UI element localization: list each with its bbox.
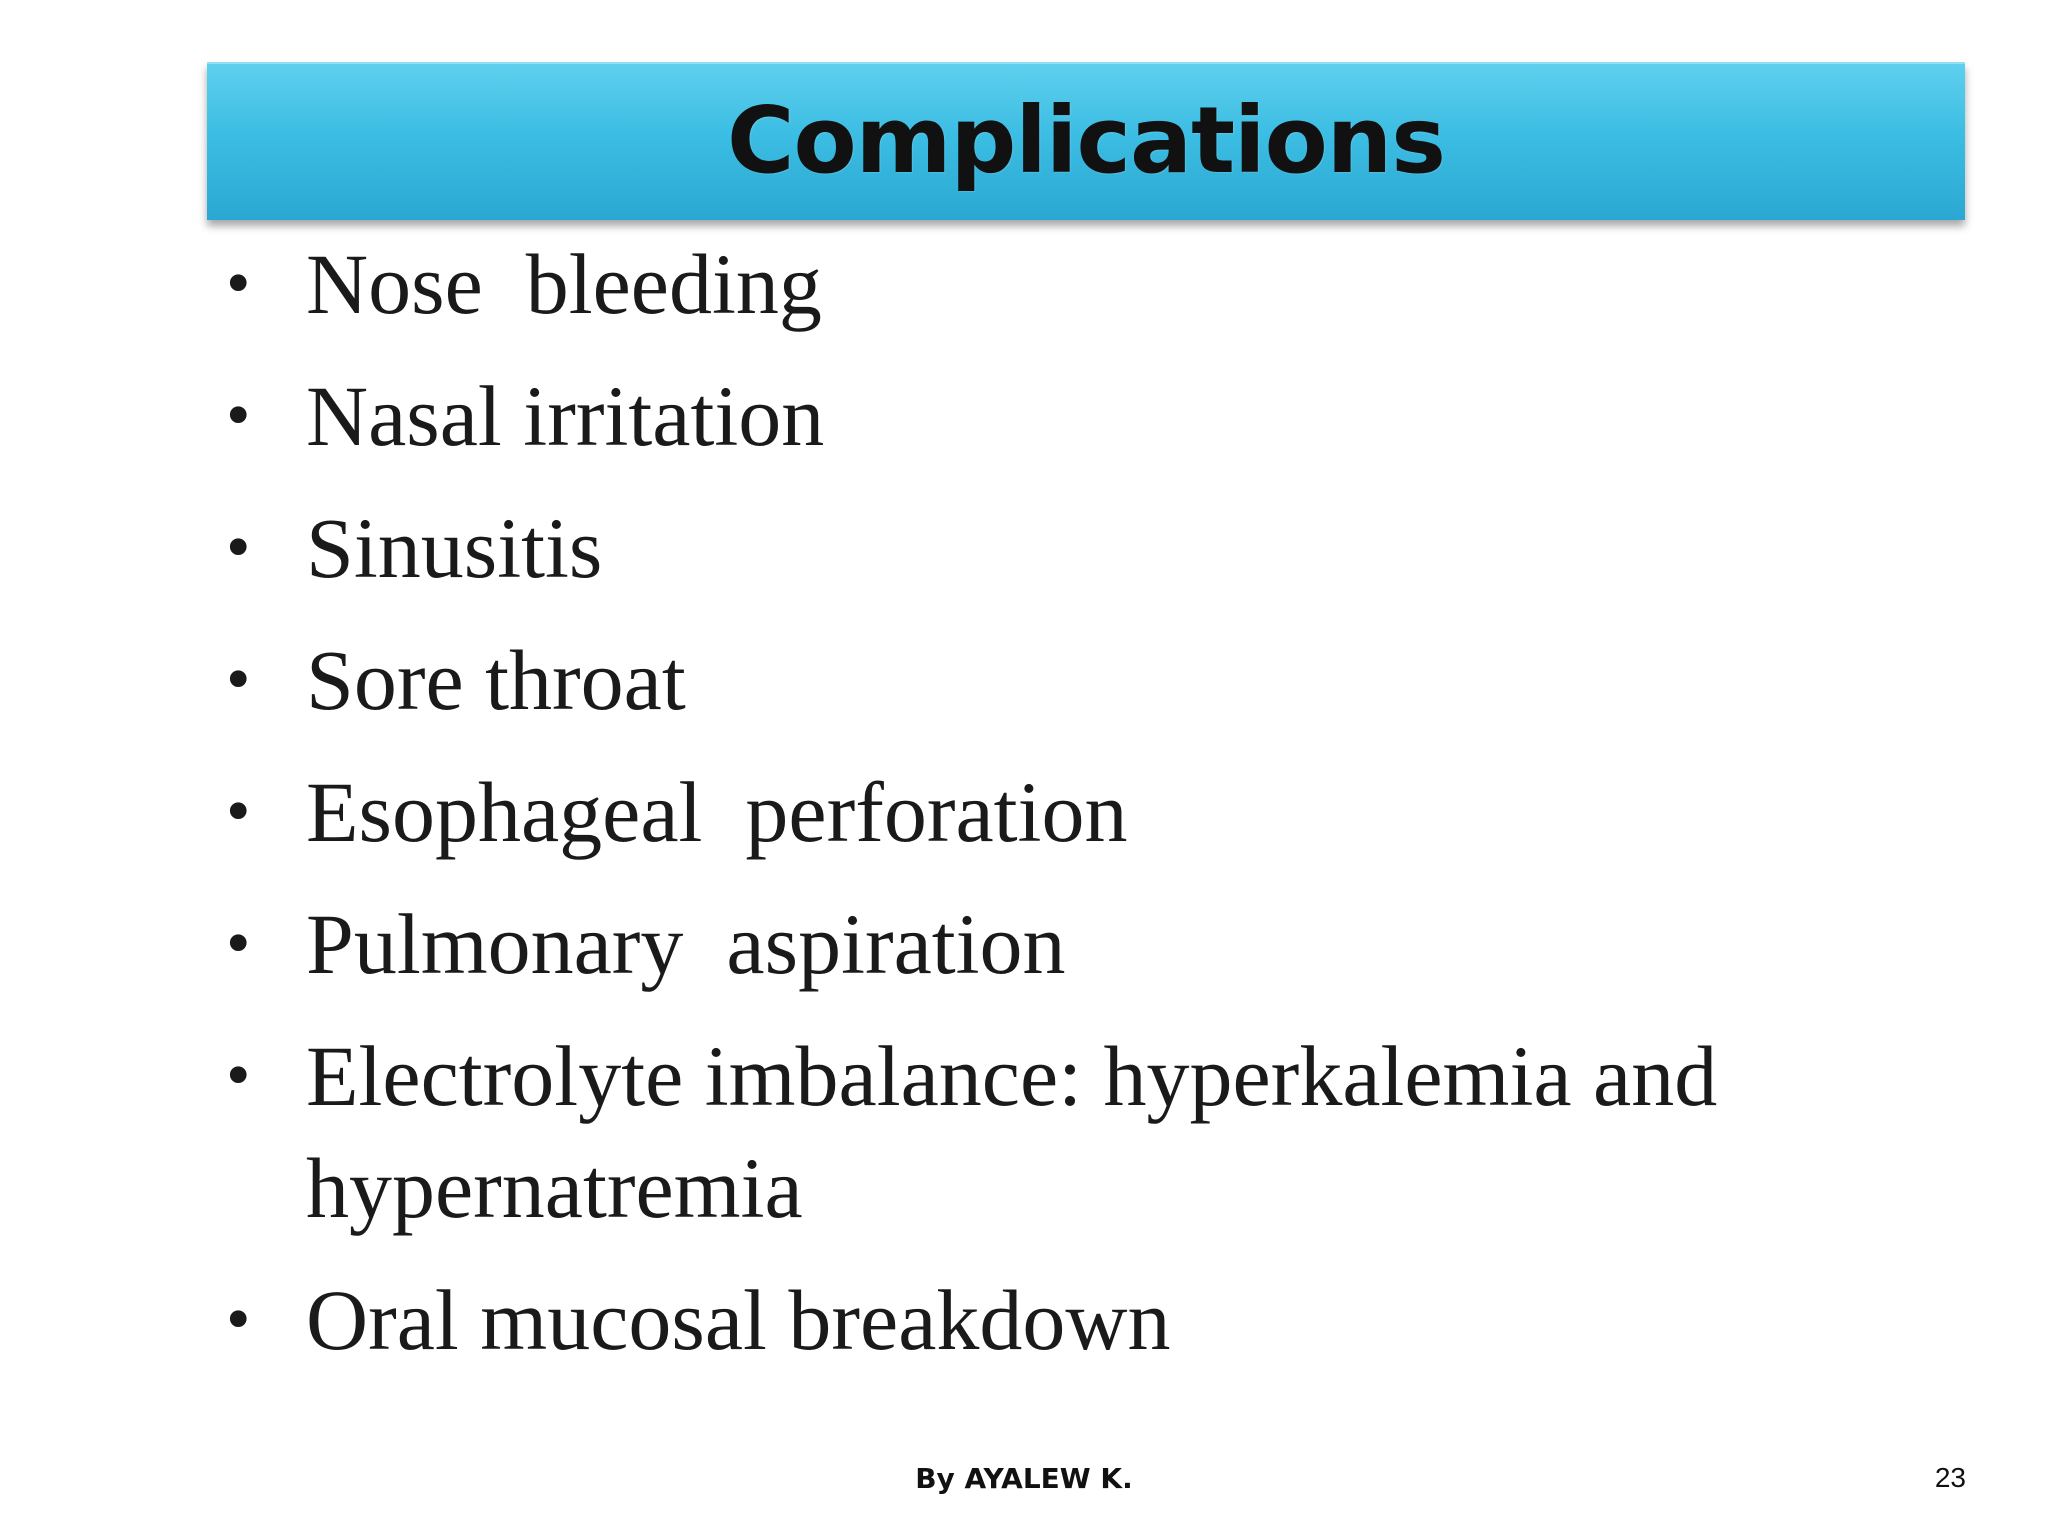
bullet-icon: • bbox=[226, 641, 251, 718]
bullet-icon: • bbox=[226, 377, 251, 454]
bullet-text: Oral mucosal breakdown bbox=[306, 1272, 1171, 1368]
bullet-text: Esophageal perforation bbox=[306, 764, 1128, 860]
page-number: 23 bbox=[1934, 1462, 1966, 1493]
bullet-text: Sore throat bbox=[306, 632, 686, 728]
slide-title: Complications bbox=[726, 86, 1446, 194]
bullet-icon: • bbox=[226, 1037, 251, 1114]
list-item bbox=[224, 756, 1944, 868]
list-item bbox=[224, 888, 1944, 1000]
list-item bbox=[224, 1264, 1944, 1376]
list-item bbox=[224, 360, 1944, 472]
bullet-text: Nose bleeding bbox=[306, 236, 822, 332]
bullet-icon: • bbox=[226, 905, 251, 982]
bullet-icon: • bbox=[226, 1281, 251, 1358]
list-item bbox=[224, 624, 1944, 736]
bullet-icon: • bbox=[226, 245, 251, 322]
bullet-icon: • bbox=[226, 509, 251, 586]
bullet-text: Sinusitis bbox=[306, 500, 603, 596]
bullet-text: Pulmonary aspiration bbox=[306, 896, 1066, 992]
footer-author: By AYALEW K. bbox=[915, 1462, 1133, 1495]
bullet-list bbox=[224, 228, 1944, 1396]
list-item bbox=[224, 492, 1944, 604]
bullet-icon: • bbox=[226, 773, 251, 850]
bullet-text: Electrolyte imbalance: hyperkalemia and hypernatremia bbox=[306, 1028, 1718, 1236]
title-banner bbox=[207, 62, 1965, 220]
list-item bbox=[224, 1020, 1944, 1244]
bullet-text: Nasal irritation bbox=[306, 368, 825, 464]
list-item bbox=[224, 228, 1944, 340]
